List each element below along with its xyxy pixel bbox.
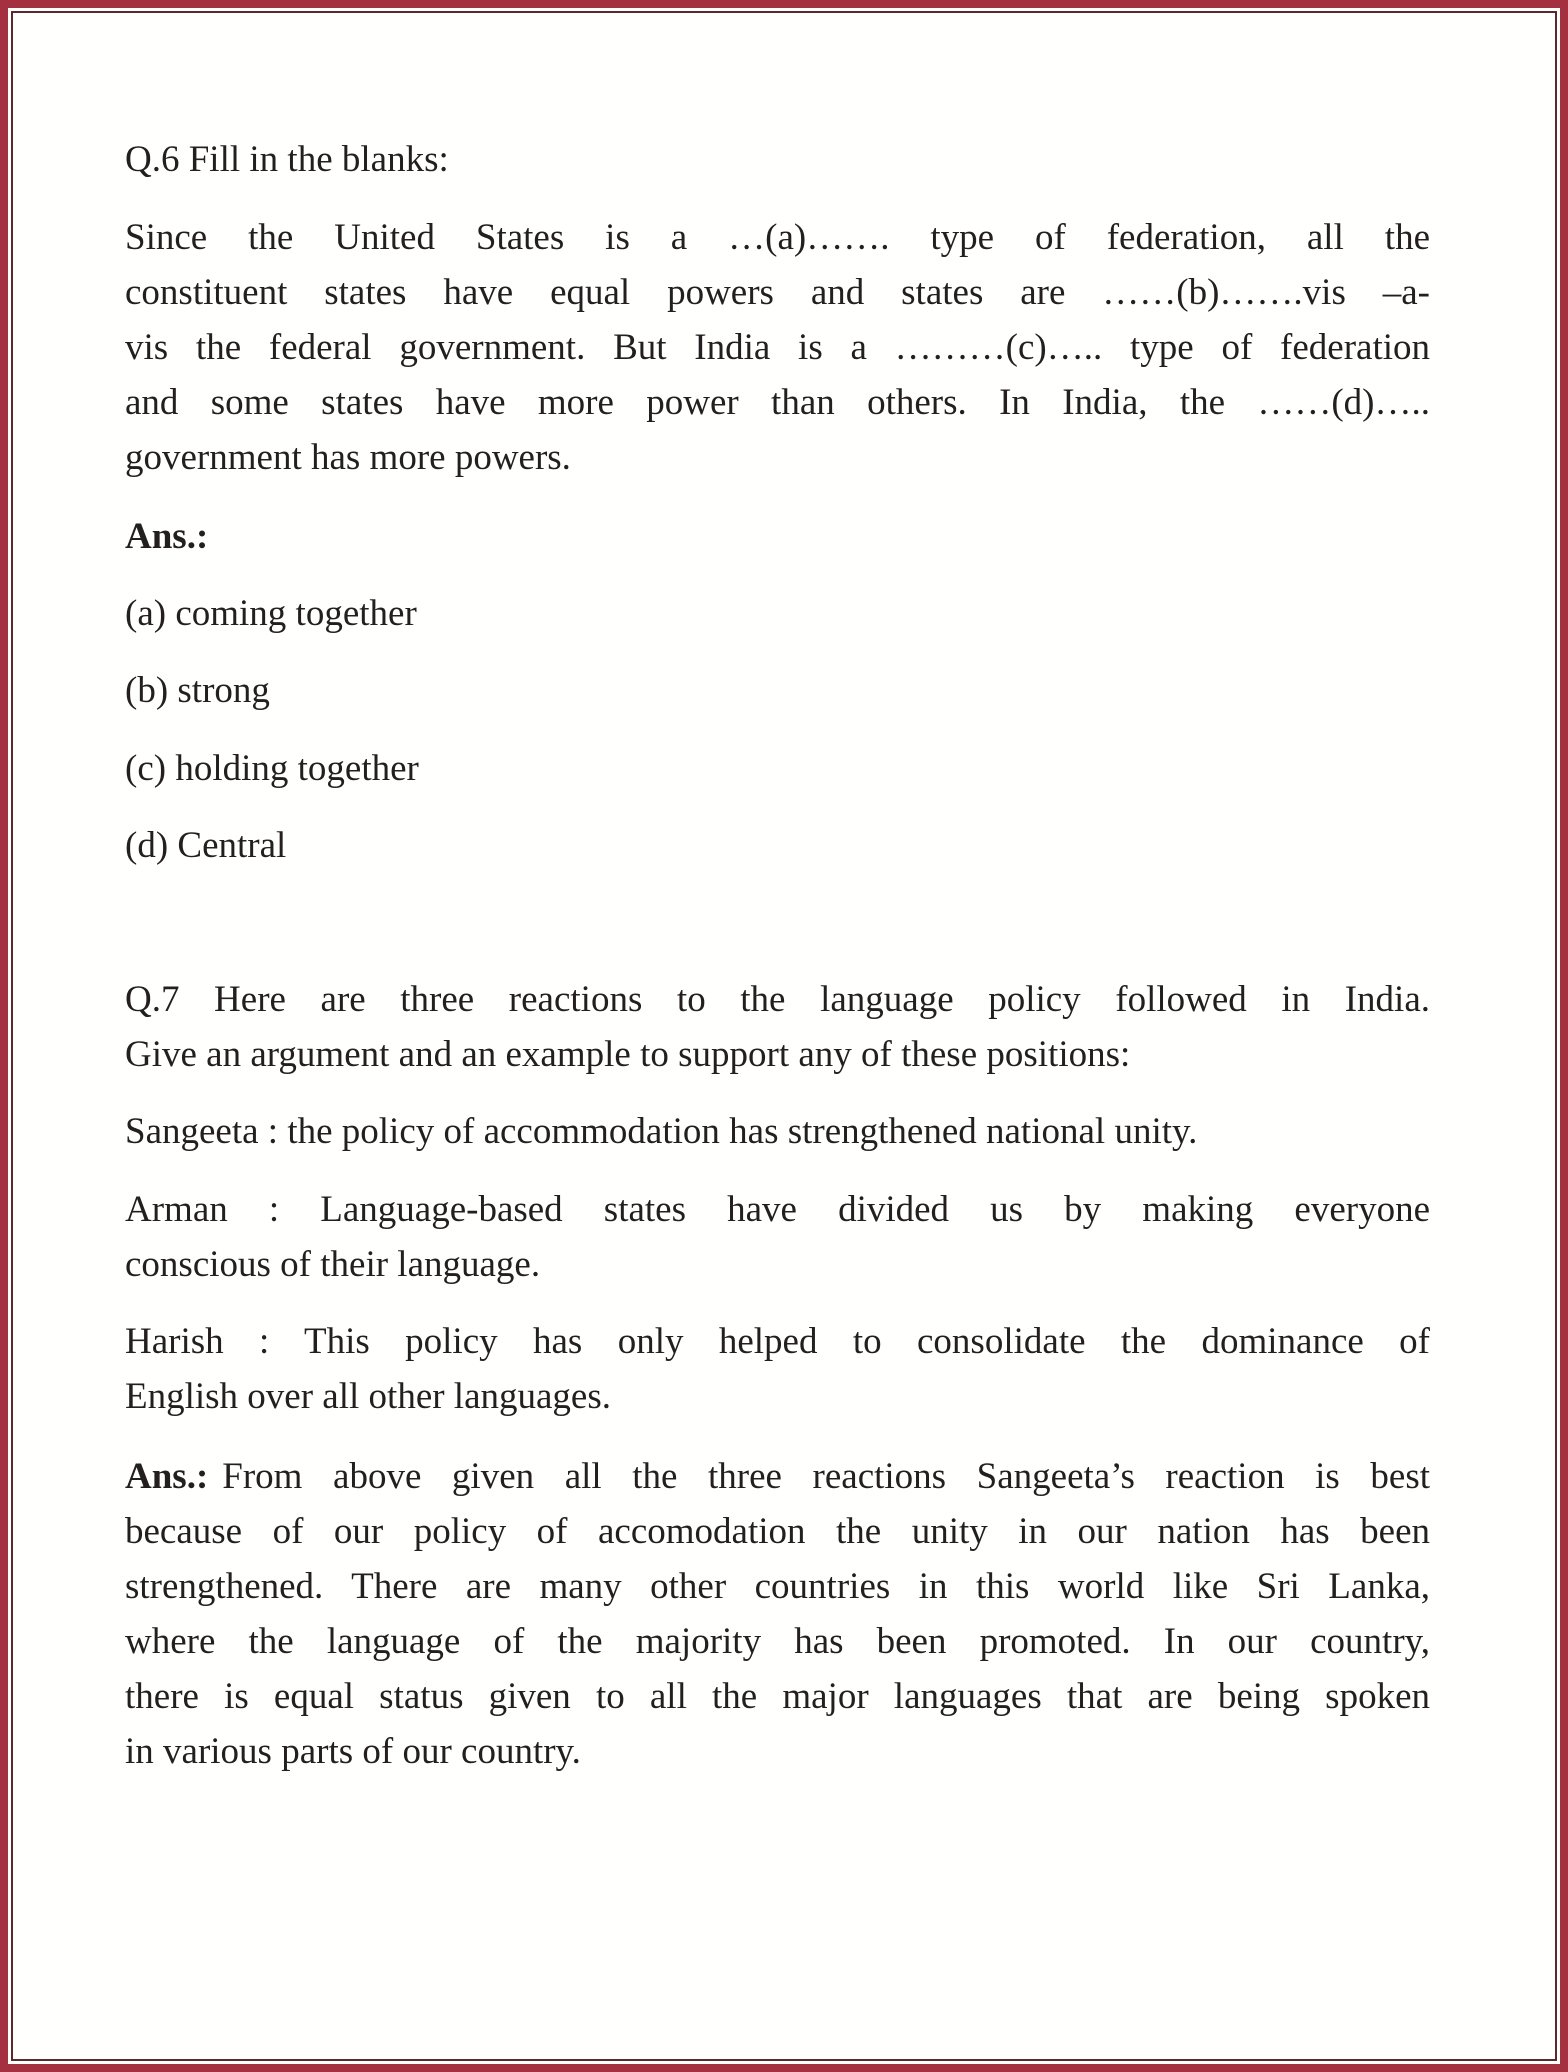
q6-answer-d: (d) Central xyxy=(125,825,287,866)
q7-answer-line: From above given all the three reactions Sangeeta’s reaction is best xyxy=(222,1456,1430,1497)
q6-text-line: constituent states have equal powers and states are ……(b)…….vis –a- xyxy=(125,272,1430,313)
q7-position-sangeeta: Sangeeta : the policy of accommodation has strengthened national unity. xyxy=(125,1111,1198,1152)
q6-text-line: vis the federal government. But India is a ………(c)….. type of federation xyxy=(125,327,1430,368)
q7-answer-line: where the language of the majority has been promoted. In our country, xyxy=(125,1621,1430,1662)
q7-position-harish-cont: English over all other languages. xyxy=(125,1376,612,1417)
q7-question-line: Give an argument and an example to support any of these positions: xyxy=(125,1034,1131,1075)
q6-text-line: government has more powers. xyxy=(125,437,571,478)
q7-position-harish: Harish : This policy has only helped to consolidate the dominance of xyxy=(125,1321,1430,1362)
q7-answer-label: Ans.: xyxy=(125,1456,209,1497)
q7-answer-line: in various parts of our country. xyxy=(125,1731,581,1772)
q7-answer-line: strengthened. There are many other countries in this world like Sri Lanka, xyxy=(125,1566,1430,1607)
q6-title: Q.6 Fill in the blanks: xyxy=(125,139,449,180)
q7-question-line: Q.7 Here are three reactions to the language policy followed in India. xyxy=(125,979,1430,1020)
q6-answer-a: (a) coming together xyxy=(125,593,417,634)
q7-answer-line: there is equal status given to all the major languages that are being spoken xyxy=(125,1676,1430,1717)
q6-answer-c: (c) holding together xyxy=(125,748,419,789)
q7-position-arman-cont: conscious of their language. xyxy=(125,1244,541,1285)
q6-text-line: and some states have more power than others. In India, the ……(d)….. xyxy=(125,382,1430,423)
q6-answer-b: (b) strong xyxy=(125,670,270,711)
q7-position-arman: Arman : Language-based states have divided us by making everyone xyxy=(125,1189,1430,1230)
q7-answer-first-line xyxy=(125,1452,1430,1502)
q7-answer-line: because of our policy of accomodation the unity in our nation has been xyxy=(125,1511,1430,1552)
q6-answer-label: Ans.: xyxy=(125,516,209,557)
q6-text-line: Since the United States is a …(a)……. type of federation, all the xyxy=(125,217,1430,258)
